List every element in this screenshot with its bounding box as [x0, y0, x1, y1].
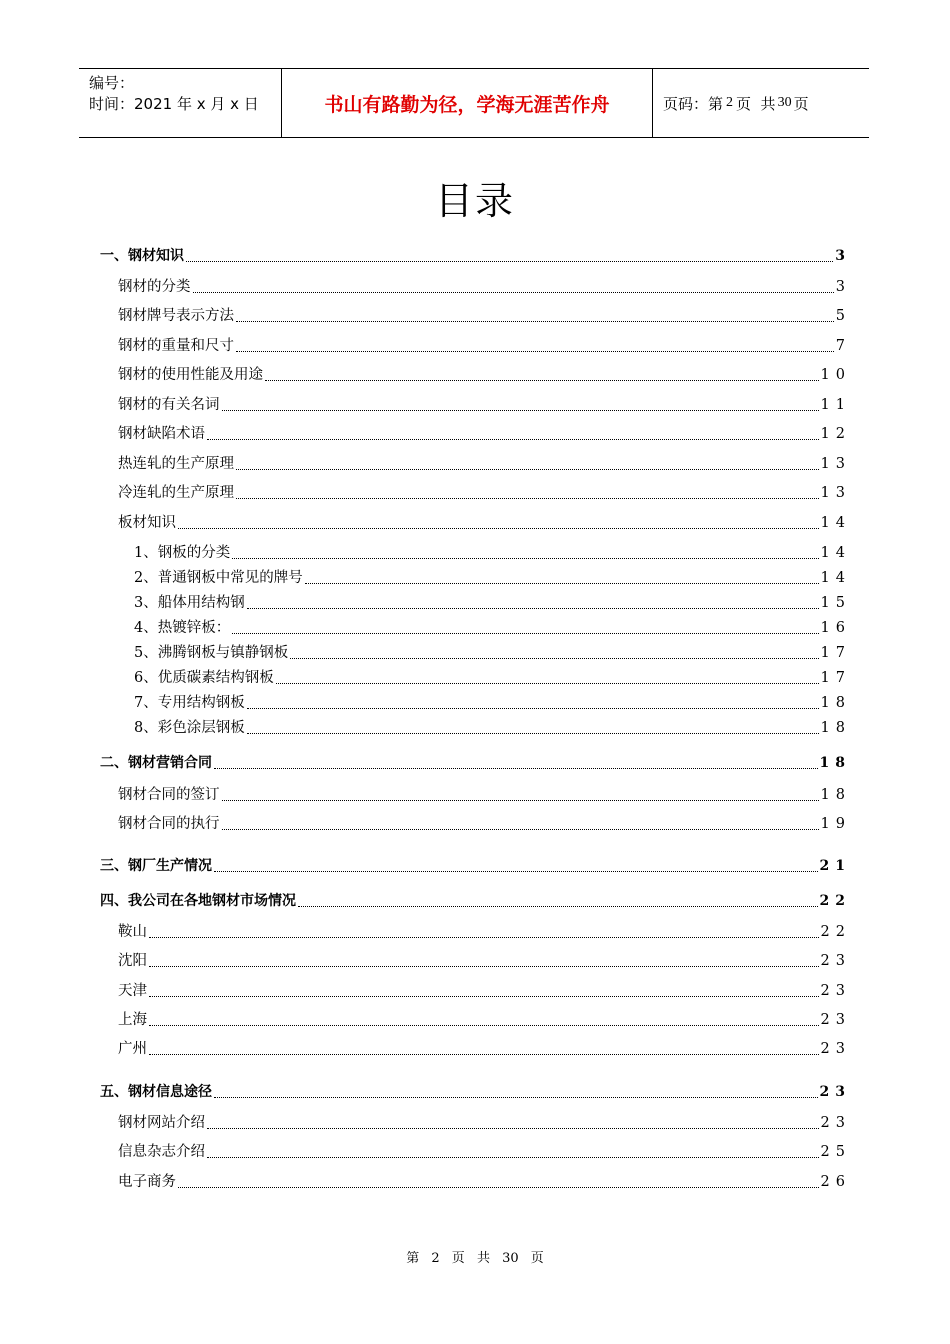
toc-entry-page: 22 [819, 893, 851, 909]
toc-leader-dots [207, 438, 819, 440]
toc-entry[interactable] [134, 694, 851, 712]
page-footer [0, 1247, 950, 1266]
toc-entry-title: 板材知识 [118, 515, 176, 531]
toc-entry-page: 18 [820, 720, 851, 736]
toc-entry-title: 电子商务 [118, 1174, 176, 1190]
toc-entry-page: 15 [820, 595, 851, 611]
toc-entry[interactable] [134, 644, 851, 662]
toc-entry-title: 3、船体用结构钢 [134, 595, 245, 611]
toc-entry-title: 8、彩色涂层钢板 [134, 720, 245, 736]
toc-entry[interactable] [118, 514, 851, 532]
toc-leader-dots [178, 527, 819, 529]
toc-entry[interactable] [100, 754, 851, 772]
toc-entry-page: 12 [820, 426, 851, 442]
toc-entry-title: 6、优质碳素结构钢板 [134, 670, 274, 686]
toc-entry-page: 18 [820, 787, 851, 803]
toc-entry[interactable] [118, 1114, 851, 1132]
page-total: 30 [777, 95, 792, 110]
toc-leader-dots [222, 409, 819, 411]
footer-f: 页 [530, 1251, 544, 1266]
toc-entry-title: 7、专用结构钢板 [134, 695, 245, 711]
toc-entry-page: 23 [820, 1115, 851, 1131]
toc-entry[interactable] [118, 1040, 851, 1058]
footer-e: 30 [502, 1251, 519, 1266]
footer-c: 页 [451, 1251, 465, 1266]
footer-d: 共 [476, 1251, 490, 1266]
toc-leader-dots [276, 682, 819, 684]
toc-entry-title: 冷连轧的生产原理 [118, 485, 234, 501]
toc-leader-dots [214, 870, 818, 872]
toc-entry-page: 13 [820, 456, 851, 472]
toc-entry-page: 23 [820, 983, 851, 999]
toc-entry[interactable] [118, 278, 851, 296]
toc-entry[interactable] [118, 1011, 851, 1029]
toc-entry[interactable] [118, 366, 851, 384]
toc-leader-dots [247, 707, 819, 709]
toc-entry-title: 四、我公司在各地钢材市场情况 [100, 893, 296, 909]
toc-entry-title: 鞍山 [118, 924, 147, 940]
toc-entry-title: 5、沸腾钢板与镇静钢板 [134, 645, 289, 661]
footer-b: 2 [431, 1251, 440, 1266]
toc-entry[interactable] [134, 544, 851, 562]
toc-entry-title: 钢材缺陷术语 [118, 426, 205, 442]
toc-entry[interactable] [118, 455, 851, 473]
toc-entry[interactable] [118, 1143, 851, 1161]
toc-entry-title: 沈阳 [118, 953, 147, 969]
toc-entry[interactable] [118, 484, 851, 502]
toc-entry-page: 21 [819, 858, 851, 874]
toc-entry[interactable] [118, 786, 851, 804]
toc-entry[interactable] [118, 337, 851, 355]
header-page-info [653, 69, 869, 137]
header-left-cell [79, 69, 281, 137]
toc-leader-dots [222, 799, 819, 801]
page-title: 目录 [434, 179, 515, 223]
toc-entry-title: 二、钢材营销合同 [100, 755, 212, 771]
toc-entry-page: 11 [820, 397, 851, 413]
toc-leader-dots [186, 260, 833, 262]
toc-entry-page: 26 [820, 1174, 851, 1190]
page-number: 2 [726, 95, 734, 110]
toc-entry[interactable] [118, 923, 851, 941]
toc-entry-page: 19 [820, 816, 851, 832]
toc-entry-page: 17 [820, 670, 851, 686]
toc-entry-title: 钢材的有关名词 [118, 397, 220, 413]
toc-leader-dots [290, 657, 818, 659]
toc-entry-page: 23 [820, 1012, 851, 1028]
toc-entry[interactable] [118, 1173, 851, 1191]
toc-leader-dots [149, 965, 819, 967]
toc-leader-dots [247, 732, 819, 734]
toc-entry[interactable] [118, 952, 851, 970]
toc-entry-page: 17 [820, 645, 851, 661]
toc-leader-dots [149, 936, 819, 938]
toc-leader-dots [178, 1186, 819, 1188]
toc-leader-dots [149, 995, 819, 997]
page-label: 页码：第 [663, 94, 724, 113]
toc-entry-title: 信息杂志介绍 [118, 1144, 205, 1160]
toc-entry[interactable] [118, 425, 851, 443]
toc-leader-dots [232, 632, 818, 634]
toc-leader-dots [265, 379, 819, 381]
toc-entry-title: 钢材的使用性能及用途 [118, 367, 263, 383]
toc-leader-dots [236, 350, 834, 352]
toc-entry-title: 上海 [118, 1012, 147, 1028]
toc-entry[interactable] [118, 815, 851, 833]
toc-leader-dots [193, 291, 834, 293]
footer-a: 第 [406, 1251, 420, 1266]
toc-entry-page: 23 [820, 1041, 851, 1057]
toc-entry[interactable] [118, 307, 851, 325]
toc-leader-dots [222, 828, 819, 830]
toc-entry-page: 3 [835, 279, 851, 295]
toc-entry[interactable] [134, 619, 851, 637]
toc-entry-page: 16 [820, 620, 851, 636]
doc-date-label: 时间：2021 年 x 月 x 日 [89, 95, 259, 113]
toc-entry-page: 23 [819, 1084, 851, 1100]
toc-leader-dots [214, 1096, 818, 1098]
toc-leader-dots [236, 468, 819, 470]
toc-entry-page: 13 [820, 485, 851, 501]
toc-entry-page: 5 [835, 308, 851, 324]
toc-entry-title: 三、钢厂生产情况 [100, 858, 212, 874]
toc-entry[interactable] [134, 594, 851, 612]
toc-entry[interactable] [134, 719, 851, 737]
toc-leader-dots [207, 1156, 819, 1158]
toc-leader-dots [236, 497, 819, 499]
toc-entry-title: 2、普通钢板中常见的牌号 [134, 570, 303, 586]
toc-entry-page: 23 [820, 953, 851, 969]
toc-entry-page: 18 [819, 755, 851, 771]
toc-entry-title: 钢材牌号表示方法 [118, 308, 234, 324]
toc-entry-page: 14 [820, 545, 851, 561]
toc-leader-dots [149, 1053, 819, 1055]
toc-entry-title: 钢材网站介绍 [118, 1115, 205, 1131]
toc-entry-title: 一、钢材知识 [100, 248, 184, 264]
toc-leader-dots [247, 607, 819, 609]
toc-entry-title: 4、热镀锌板： [134, 620, 231, 636]
toc-entry[interactable] [118, 982, 851, 1000]
toc-entry[interactable] [118, 396, 851, 414]
toc-entry[interactable] [134, 569, 851, 587]
page-end: 页 [793, 94, 809, 113]
toc-entry-title: 1、钢板的分类 [134, 545, 231, 561]
toc-leader-dots [232, 557, 818, 559]
toc-entry-title: 钢材合同的执行 [118, 816, 220, 832]
header-motto: 书山有路勤为径，学海无涯苦作舟 [281, 69, 653, 137]
toc-entry-title: 钢材的分类 [118, 279, 191, 295]
toc-entry[interactable] [100, 892, 851, 910]
doc-number-label: 编号： [89, 74, 135, 92]
toc-entry-page: 22 [820, 924, 851, 940]
toc-entry-page: 10 [820, 367, 851, 383]
toc-entry-page: 25 [820, 1144, 851, 1160]
header-table [79, 68, 869, 138]
toc-entry-title: 广州 [118, 1041, 147, 1057]
toc-leader-dots [236, 320, 834, 322]
toc-entry-title: 五、钢材信息途径 [100, 1084, 212, 1100]
toc-entry-title: 热连轧的生产原理 [118, 456, 234, 472]
toc-entry-title: 钢材的重量和尺寸 [118, 338, 234, 354]
toc-entry-page: 3 [835, 248, 851, 264]
toc-entry[interactable] [100, 247, 851, 265]
toc-leader-dots [298, 905, 818, 907]
toc-entry-page: 14 [820, 515, 851, 531]
toc-entry-page: 14 [820, 570, 851, 586]
toc-entry-page: 7 [835, 338, 851, 354]
toc-leader-dots [149, 1024, 819, 1026]
toc-entry-page: 18 [820, 695, 851, 711]
toc-leader-dots [207, 1127, 819, 1129]
toc-entry[interactable] [134, 669, 851, 687]
toc-entry-title: 钢材合同的签订 [118, 787, 220, 803]
page-mid: 页 共 [736, 94, 776, 113]
toc-leader-dots [305, 582, 819, 584]
toc-entry-title: 天津 [118, 983, 147, 999]
toc-entry[interactable] [100, 1083, 851, 1101]
toc-leader-dots [214, 767, 818, 769]
toc-entry[interactable] [100, 857, 851, 875]
